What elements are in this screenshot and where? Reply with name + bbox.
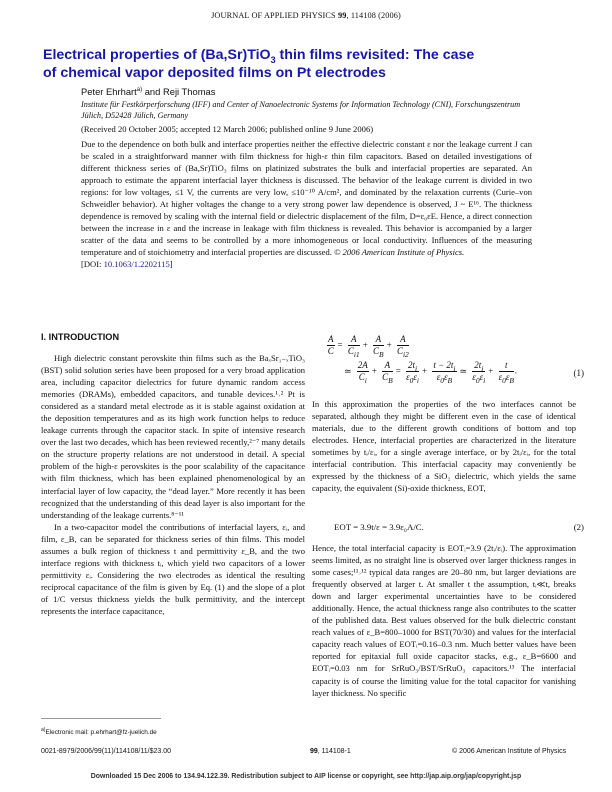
equation-number: (1) xyxy=(573,368,584,378)
paragraph: In this approximation the properties of the two interfaces cannot be separated, although they might be different even in the case of identical materials, due to the different growth conditions of bottom and top electrodes. Hence, interfacial properties are characterized in the literature sometimes by tᵢ/εᵢ, for a single average interface, or by 2tᵢ/εᵢ, for the total interfacial contribution. This interfacial capacity may conveniently be expressed by the thickness of a SiO₂ dielectric, which yields the same capacity, the equivalent (Si)-oxide thickness, EOT, xyxy=(312,399,576,494)
footnote: $^{a)}$Electronic mail: p.ehrhart@fz-juelich.de xyxy=(41,726,157,736)
column-left xyxy=(41,352,305,617)
doi-link[interactable]: 10.1063/1.2202115 xyxy=(103,259,170,270)
received-dates: (Received 20 October 2005; accepted 12 March 2006; published online 9 June 2006) xyxy=(81,124,374,134)
equation-number: (2) xyxy=(573,522,584,532)
equation-2: EOT = 3.9t/ε = 3.9ε₀A/C. (2) xyxy=(334,522,584,532)
footnote-divider xyxy=(41,718,161,719)
journal-header: JOURNAL OF APPLIED PHYSICS 99, 114108 (2006) xyxy=(211,11,401,20)
equation-1: $\frac{A}{C}$ = $\frac{A}{C_{i1}}$ + $\frac{A}{C_B}$ + $\frac{A}{C_{i2}}$ ≃ $\frac{2A}{C_i}$ + $\frac{A}{C_B}$ = $\frac{2t_i}{\varepsilon_0\varepsilon_i}$ + $\frac{t - 2t_i}{\varepsilon_0\varepsilon_B}$ ≃ $\frac{2t_i}{\varepsilon_0\varepsilon_i}$ + $\frac{t}{\varepsilon_0\varepsilon_B}$ . (1) xyxy=(327,334,584,385)
paragraph: High dielectric constant perovskite thin films such as the BaₓSr₁₋ₓTiO₃ (BST) solid solution series have been proposed for a very broad application area, including capacitor dielectrics for future dynamic random access memories (DRAMs), embedded capacitors, and tunable devices.¹˒² Pt is considered as a standard metal electrode as it is stable against oxidation at the deposition temperatures and as its high work function helps to reduce leakage currents through the capacitor stack. In spite of intensive research over the last two decades, which has been reviewed recently,²⁻⁷ many details on the structure property relations are not understood in detail. A special problem of the high-ε perovskites is the poor scalability of the capacitance with film thickness, which has been explained phenomenological by an interfacial layer of low capacity, the “dead layer.” More recently it has been recognized that the understanding of this dead layer is also important for the understanding of the leakage currents.⁸⁻¹¹ xyxy=(41,353,305,520)
article-code: 0021-8979/2006/99(11)/114108/11/$23.00 xyxy=(41,748,172,755)
column-right-bottom xyxy=(312,542,576,699)
section-heading: I. INTRODUCTION xyxy=(41,332,120,342)
footnote-marker[interactable]: a) xyxy=(136,86,143,93)
footer-copyright: © 2006 American Institute of Physics xyxy=(452,748,567,755)
copyright-notice: © 2006 American Institute of Physics. xyxy=(331,247,465,258)
abstract: Due to the dependence on both bulk and interface properties neither the effective dielectric constant ε nor the leakage current J can be scaled in a straightforward manner with film thickness for high-ε thin film capacitors. Based on detailed investigations of different thickness series of (Ba,Sr)TiO₃ films on platinized substrates the bulk and interfacial properties are separated. An approach to estimate the apparent interfacial layer thickness is discussed. The behavior of the leakage current is divided in two regions: for low voltages, ≤1 V, the currents are very low, ≤10⁻¹⁰ A/cm², and dominated by the relaxation currents (Curie–von Schweidler behavior). At higher voltages the change to a very strong power law dependence is observed, J ~ E¹⁶. The thickness dependence is removed by scaling with the internal field or dielectric displacement of the film, D=ε₀εE. Hence, a direct connection between the increase in ε and the increase in leakage with film thickness is revealed. This behavior is accompanied by a larger scatter of the data and seems to be controlled by a more inhomogeneous or local conductivity. Influences of the measuring temperature and of stoichiometry and interfacial properties are discussed. © 2006 American Institute of Physics. [DOI: 10.1063/1.2202115] xyxy=(81,139,532,270)
column-right-top xyxy=(312,398,576,494)
download-notice: Downloaded 15 Dec 2006 to 134.94.122.39. Redistribution subject to AIP license or copyright, see http://jap.aip.org/jap/copyright.jsp xyxy=(90,773,522,780)
authors: Peter Ehrhart$^{a)}$ and Reji Thomas xyxy=(81,86,216,97)
author-name: Reji Thomas xyxy=(162,86,216,97)
author-name: Peter Ehrhart xyxy=(81,86,137,97)
paper-title: Electrical properties of (Ba,Sr)TiO$_3$ thin films revisited: The case of chemical vapor deposited films on Pt electrodes xyxy=(43,47,475,81)
affiliation: Institute für Festkörperforschung (IFF) and Center of Nanoelectronic Systems for Information Technology (CNI), Forschungszentrum Jülich, D52428 Jülich, Germany xyxy=(81,100,521,121)
page-number: 99, 114108-1 xyxy=(310,748,351,755)
paragraph: In a two-capacitor model the contributions of interfacial layers, εᵢ, and film, ε_B, can be separated for thickness series of thin films. This model assumes a bulk region of thickness t and permittivity ε_B, and the two interface regions with thickness tᵢ, which yield two capacitors of a lower permittivity εᵢ. Considering the two electrodes as identical the resulting reciprocal capacitance of the film is given by Eq. (1) and the slope of a plot of 1/C versus thickness yields the bulk permittivity, and the intercept represents the interface capacitance, xyxy=(41,521,305,616)
paragraph: Hence, the total interfacial capacity is EOTᵢ=3.9 (2tᵢ/εᵢ). The approximation seems limited, as no straight line is observed over larger thickness ranges in some cases;¹¹˒¹² typical data ranges are 20–80 nm, but larger deviations are frequently observed at larger t. At smaller t the assumption, tᵢ≪t, breaks down and larger experimental uncertainties have to be considered additionally. Hence, the actual thickness range also contributes to the scatter of the published data. Best values observed for the bulk dielectric constant reach values of ε_B=800–1000 for BST(70/30) and values for the interfacial capacity reach values of EOTᵢ=0.16–0.3 nm. Much better values have been reported for epitaxial full oxide capacitor stacks, e.g., ε_B=6600 and EOTᵢ=0.03 nm for SrRuO₃/BST/SrRuO₃ capacitors.¹³ The interfacial capacity is of course the limiting value for the total capacitor for vanishing layer thickness. No specific xyxy=(312,543,576,698)
